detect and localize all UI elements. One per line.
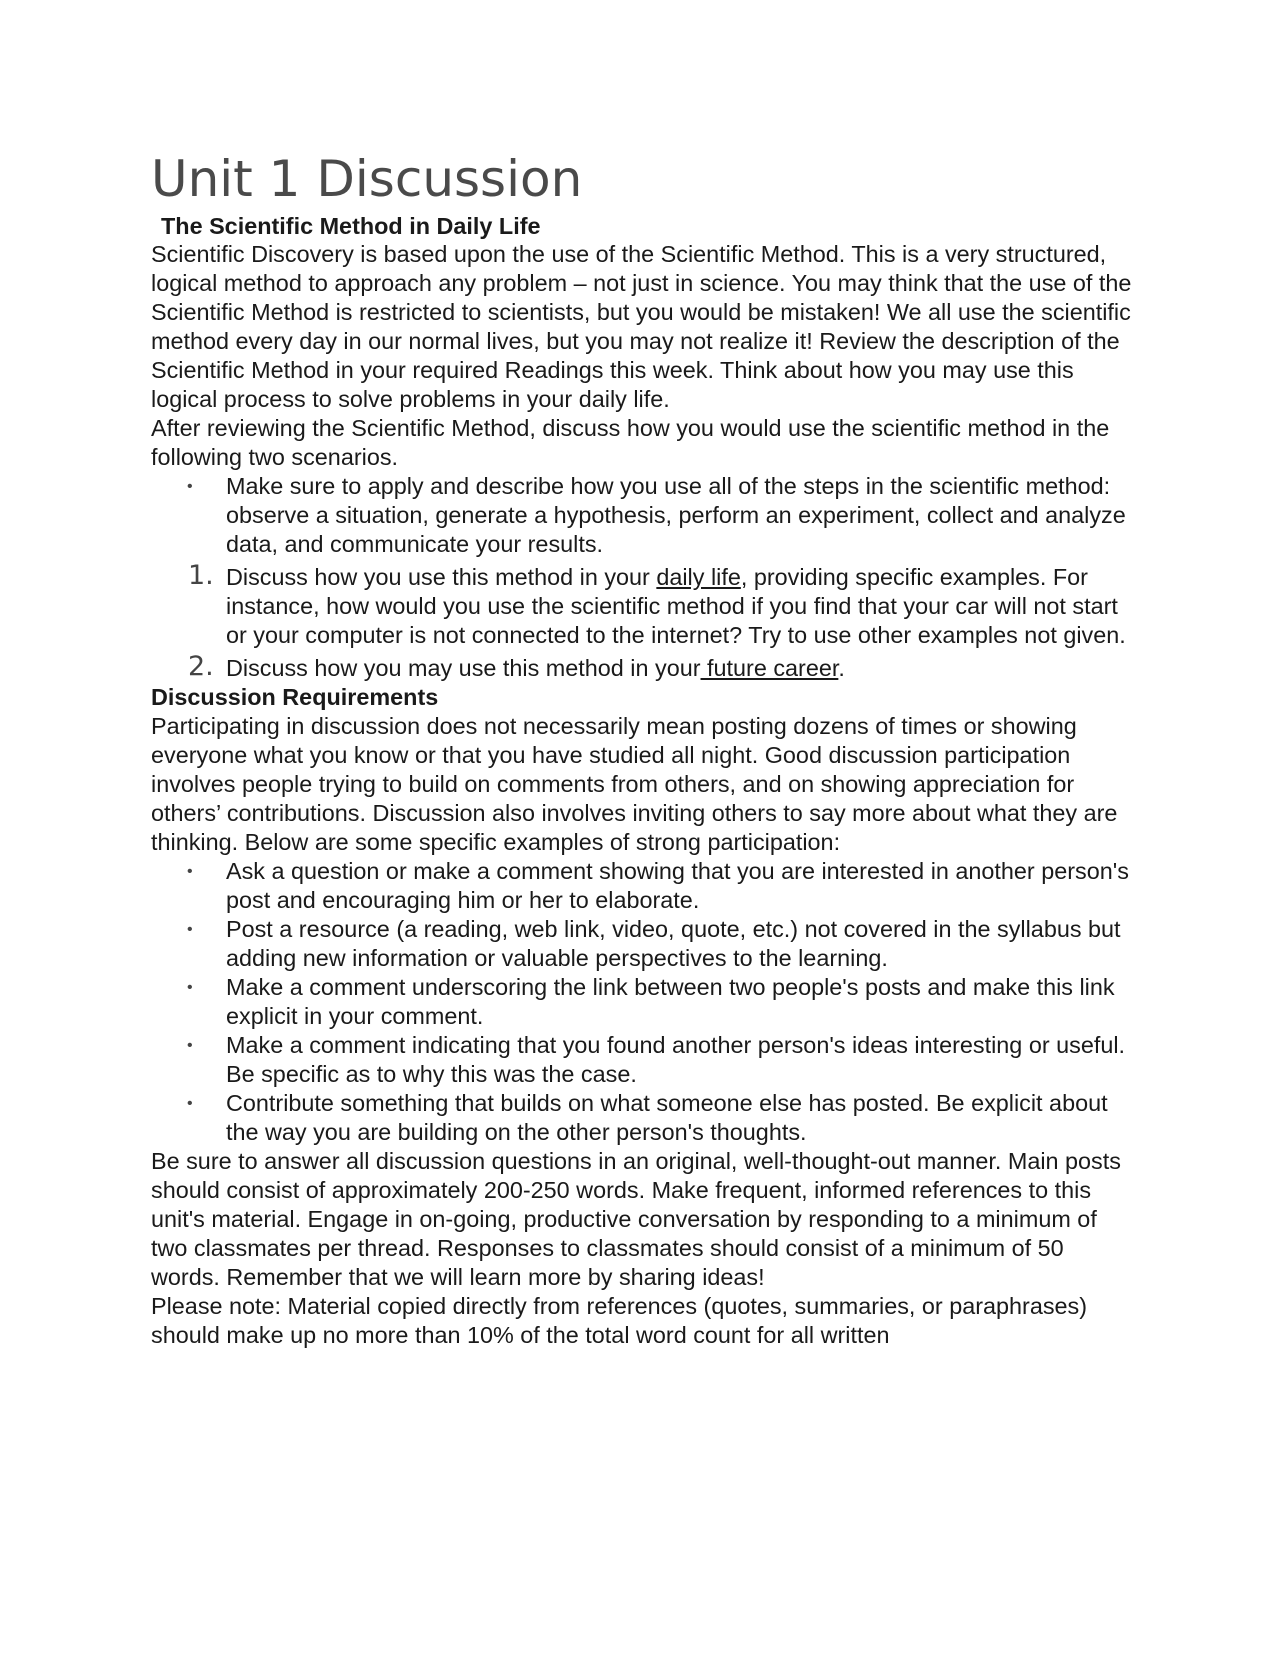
list-item-text: Contribute something that builds on what someone else has posted. Be explicit about the way you are building on the other person's thoughts. <box>226 1090 1108 1145</box>
note-paragraph: Please note: Material copied directly from references (quotes, summaries, or paraphrases) should make up no more than 10% of the total word count for all written <box>151 1293 1088 1348</box>
list-item <box>151 651 1136 683</box>
list-number: 2. <box>188 651 214 682</box>
bullet-icon: • <box>187 478 193 495</box>
requirements-paragraph: Participating in discussion does not necessarily mean posting dozens of times or showing everyone what you know or that you have studied all night. Good discussion participation involves people trying to build on comments from others, and on showing appreciation for others’ contributions. Discussion also involves inviting others to say more about what they are thinking. Below are some specific examples of strong participation: <box>151 713 1118 855</box>
section-subtitle: The Scientific Method in Daily Life <box>161 213 541 239</box>
list-item <box>151 973 1136 1031</box>
bullet-icon: • <box>187 979 193 996</box>
future-career-link[interactable]: future career <box>700 655 839 681</box>
list-item-text: Ask a question or make a comment showing that you are interested in another person's post and encouraging him or her to elaborate. <box>226 858 1129 913</box>
bullet-icon: • <box>187 1095 193 1112</box>
list-item-text: Post a resource (a reading, web link, video, quote, etc.) not covered in the syllabus but adding new information or valuable perspectives to the learning. <box>226 916 1121 971</box>
list-item-text: Discuss how you use this method in your <box>226 564 657 590</box>
list-item-text: , providing specific examples. For instance, how would you use the scientific method if you find that your car will not start or your computer is not connected to the internet? Try to use other examples not given. <box>226 564 1126 648</box>
intro-paragraph: Scientific Discovery is based upon the use of the Scientific Method. This is a very structured, logical method to approach any problem – not just in science. You may think that the use of the Scientific Method is restricted to scientists, but you would be mistaken! We all use the scientific method every day in our normal lives, but you may not realize it! Review the description of the Scientific Method in your required Readings this week. Think about how you may use this logical process to solve problems in your daily life. <box>151 241 1132 412</box>
list-item-text: Discuss how you may use this method in your <box>226 655 701 681</box>
closing-paragraph: Be sure to answer all discussion questions in an original, well-thought-out manner. Main posts should consist of approximately 200-250 words. Make frequent, informed references to this unit's material. Engage in on-going, productive conversation by responding to a minimum of two classmates per thread. Responses to classmates should consist of a minimum of 50 words. Remember that we will learn more by sharing ideas! <box>151 1148 1121 1290</box>
list-item-text: . <box>838 655 845 681</box>
bullet-icon: • <box>187 1037 193 1054</box>
document-page <box>151 148 1136 1350</box>
scenario-list <box>151 560 1136 683</box>
list-item <box>151 1089 1136 1147</box>
participation-list <box>151 857 1136 1147</box>
steps-list <box>151 472 1136 559</box>
requirements-heading: Discussion Requirements <box>151 684 439 710</box>
list-item <box>151 560 1136 650</box>
list-item-text: Make sure to apply and describe how you use all of the steps in the scientific method: observe a situation, generate a hypothesis, perform an experiment, collect and analyze data, and communicate your results. <box>226 473 1126 557</box>
daily-life-link[interactable]: daily life <box>656 564 741 590</box>
list-number: 1. <box>188 560 214 591</box>
list-item-text: Make a comment underscoring the link between two people's posts and make this link explicit in your comment. <box>226 974 1115 1029</box>
bullet-icon: • <box>187 921 193 938</box>
bullet-icon: • <box>187 863 193 880</box>
list-item-text: Make a comment indicating that you found another person's ideas interesting or useful. Be specific as to why this was the case. <box>226 1032 1126 1087</box>
list-item <box>151 472 1136 559</box>
list-item <box>151 857 1136 915</box>
scenario-paragraph: After reviewing the Scientific Method, discuss how you would use the scientific method in the following two scenarios. <box>151 415 1110 470</box>
page-title: Unit 1 Discussion <box>151 150 583 208</box>
list-item <box>151 1031 1136 1089</box>
list-item <box>151 915 1136 973</box>
